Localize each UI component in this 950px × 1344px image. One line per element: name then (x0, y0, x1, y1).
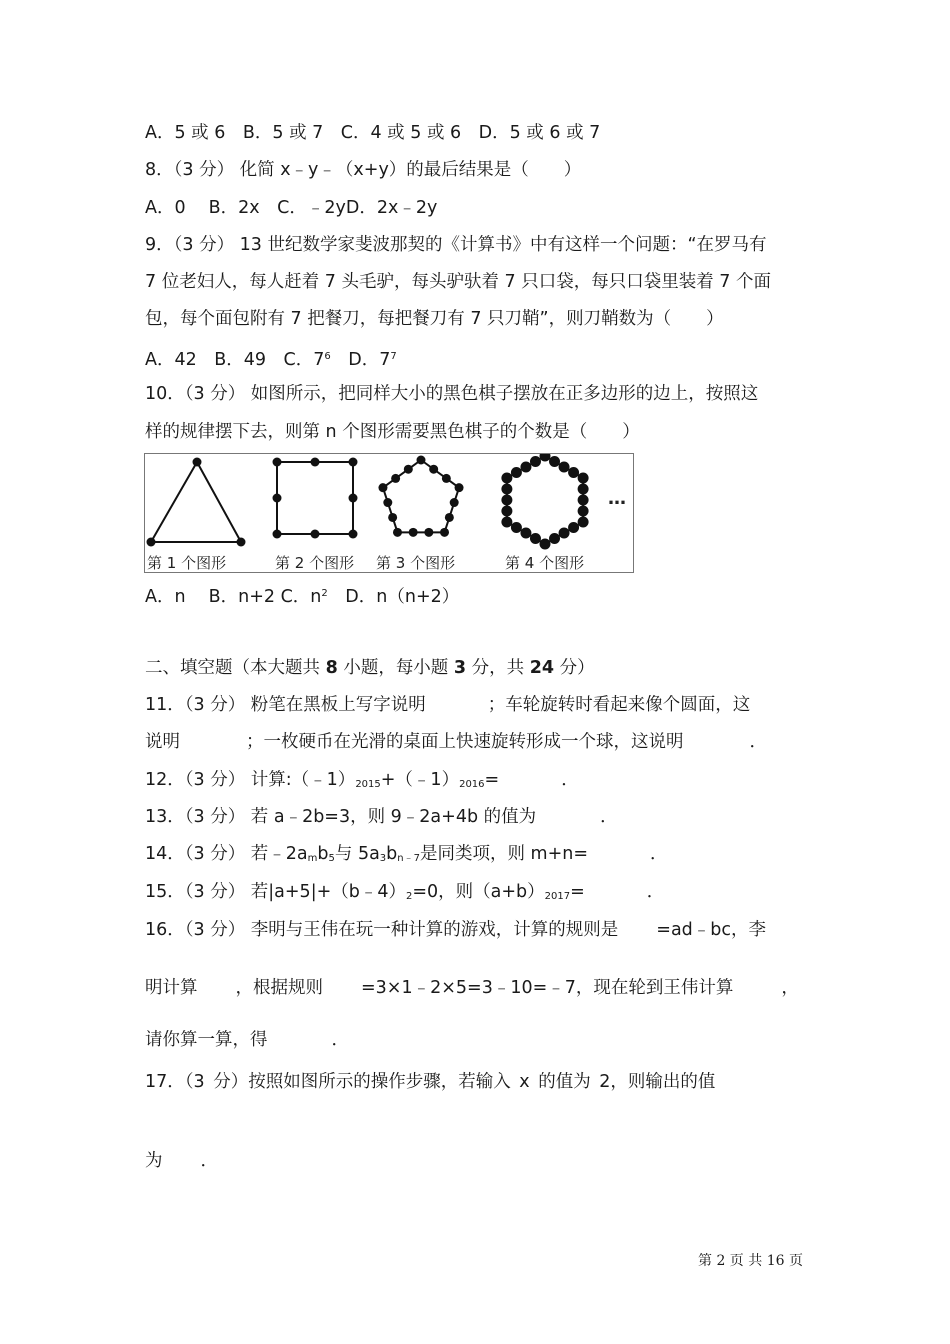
q7-options: A．5 或 6 B．5 或 7 C．4 或 5 或 6 D．5 或 6 或 7 (145, 123, 601, 143)
q10-figure (144, 453, 634, 573)
q12-exponent-1: 2015 (355, 779, 381, 790)
chess-piece (393, 528, 402, 537)
chess-piece (424, 528, 433, 537)
q8-stem: 8．（3 分） 化简 x﹣y﹣（x+y）的最后结果是（ ） (145, 160, 582, 180)
chess-piece (349, 494, 358, 503)
chess-piece (559, 462, 570, 473)
figure-caption-4: 第 4 个图形 (505, 554, 585, 572)
q16-text-3: ，根据规则 (235, 978, 323, 998)
q9-stem-line3: 包，每个面包附有 7 把餐刀，每把餐刀有 7 只刀鞘”，则刀鞘数为（ ） (145, 309, 724, 329)
q14-exp-3: 3 (379, 853, 387, 864)
q9-option-c-exponent: 6 (324, 351, 331, 362)
q14 (145, 841, 668, 872)
q15 (145, 879, 664, 910)
section-2-prefix: 二、填空题（本大题共 (145, 658, 326, 678)
chess-piece (349, 458, 358, 467)
chess-piece (578, 473, 589, 484)
chess-piece (455, 483, 464, 492)
chess-piece (578, 506, 589, 517)
chess-piece (540, 454, 551, 462)
q15-end: ． (646, 882, 665, 902)
q8-options: A．0 B．2x C．﹣2yD．2x﹣2y (145, 198, 438, 218)
chess-piece (559, 528, 570, 539)
q15-text-1: 15．（3 分） 若|a+5|+（b﹣4） (145, 882, 406, 902)
q15-exp-2: 2017 (544, 891, 571, 902)
chess-piece (378, 483, 387, 492)
section-2-mid2: 分，共 (466, 658, 530, 678)
q14-text-4: b (386, 844, 398, 864)
section-2-suffix: 分） (554, 658, 595, 678)
chess-piece (273, 530, 282, 539)
chess-piece (501, 495, 512, 506)
q11-text-4: ；一枚硬币在光滑的桌面上快速旋转形成一个球，这说明 (246, 732, 684, 752)
q11-text-5: ． (749, 732, 767, 752)
q15-exp-1: 2 (406, 891, 413, 902)
chess-piece (511, 522, 522, 533)
chess-piece (429, 465, 438, 474)
chess-piece (404, 465, 413, 474)
figure-caption-3: 第 3 个图形 (376, 554, 456, 572)
q13-end: ． (600, 807, 618, 827)
chess-piece (147, 538, 156, 547)
section-2-mid1: 小题，每小题 (337, 658, 454, 678)
q12 (145, 767, 579, 798)
q14-end: ． (650, 844, 668, 864)
chess-piece (383, 498, 392, 507)
q16-line2 (145, 975, 799, 1001)
section-2-each: 3 (453, 658, 467, 678)
figure-ellipsis: … (608, 488, 626, 509)
chess-piece (520, 528, 531, 539)
q11-line2 (145, 729, 767, 755)
q17-text-2: ． (200, 1151, 218, 1171)
q14-text-5: 是同类项，则 m+n= (419, 844, 589, 864)
chess-piece (520, 462, 531, 473)
page-footer: 第 2 页 共 16 页 (698, 1253, 803, 1269)
chess-piece (549, 456, 560, 467)
chess-piece (445, 513, 454, 522)
chess-piece (540, 539, 551, 550)
section-2-count: 8 (325, 658, 338, 678)
q14-text-1: 14．（3 分） 若﹣2a (145, 844, 308, 864)
q17-line2 (145, 1148, 218, 1174)
q10-stem-line2: 样的规律摆下去，则第 n 个图形需要黑色棋子的个数是（ ） (145, 422, 640, 442)
q16-line1 (145, 917, 766, 943)
chess-piece (440, 528, 449, 537)
q14-exp-2: 5 (328, 853, 335, 864)
q11-line1 (145, 692, 750, 718)
chess-piece (349, 530, 358, 539)
q10-options (145, 581, 459, 610)
q16-text-4: =3×1﹣2×5=3﹣10=﹣7，现在轮到王伟计算 (361, 978, 734, 998)
q17-text-1: 为 (145, 1151, 163, 1171)
q16-rule: =ad﹣bc，李 (656, 920, 767, 940)
chess-piece (273, 458, 282, 467)
section-2-total: 24 (529, 658, 555, 678)
chess-piece (450, 498, 459, 507)
figure-2-polygon (277, 462, 353, 534)
chess-piece (311, 458, 320, 467)
q13-text: 13．（3 分） 若 a﹣2b=3，则 9﹣2a+4b 的值为 (145, 807, 537, 827)
chess-piece (578, 495, 589, 506)
q9-options-ab: A．42 B．49 C．7 (145, 350, 325, 370)
chess-piece (530, 533, 541, 544)
figure-caption-1: 第 1 个图形 (147, 554, 227, 572)
q17-line1: 17．（3 分）按照如图所示的操作步骤，若输入 x 的值为 2，则输出的值 (145, 1072, 716, 1092)
chess-piece (501, 473, 512, 484)
chess-piece (409, 528, 418, 537)
q9-option-d: D．7 (330, 350, 391, 370)
q12-text-1: 12．（3 分） 计算:（﹣1） (145, 770, 356, 790)
q11-text-3: 说明 (145, 732, 180, 752)
q16-text-6: 请你算一算，得 (145, 1030, 268, 1050)
chess-piece (530, 456, 541, 467)
chess-piece (193, 458, 202, 467)
q16-text-1: 16．（3 分） 李明与王伟在玩一种计算的游戏，计算的规则是 (145, 920, 619, 940)
q14-exp-1: m (307, 853, 318, 864)
q16-text-7: ． (331, 1030, 349, 1050)
chess-piece (511, 467, 522, 478)
chess-piece (237, 538, 246, 547)
chess-piece (417, 456, 426, 465)
q14-exp-4: n﹣7 (397, 853, 420, 864)
chess-piece (568, 467, 579, 478)
q11-text-1: 11．（3 分） 粉笔在黑板上写字说明 (145, 695, 426, 715)
q12-exponent-2: 2016 (459, 779, 485, 790)
q10-stem-line1: 10．（3 分） 如图所示，把同样大小的黑色棋子摆放在正多边形的边上，按照这 (145, 384, 759, 404)
chess-piece (501, 506, 512, 517)
q9-stem-line2: 7 位老妇人，每人赶着 7 头毛驴，每头驴驮着 7 只口袋，每只口袋里装着 7 个面 (145, 272, 771, 292)
q15-text-2: =0，则（a+b） (412, 882, 545, 902)
q14-text-2: b (317, 844, 329, 864)
chess-piece (391, 474, 400, 483)
q13 (145, 804, 618, 830)
q10-option-d: D．n（n+2） (327, 587, 460, 607)
chess-piece (273, 494, 282, 503)
q16-text-2: 明计算 (145, 978, 198, 998)
q9-stem-line1: 9．（3 分） 13 世纪数学家斐波那契的《计算书》中有这样一个问题：“在罗马有 (145, 235, 767, 255)
chess-piece (578, 517, 589, 528)
q12-text-3: = (484, 770, 500, 790)
chess-piece (388, 513, 397, 522)
chess-piece (549, 533, 560, 544)
q9-options (145, 344, 397, 373)
q12-text-2: +（﹣1） (380, 770, 460, 790)
q16-text-5: ， (781, 978, 799, 998)
chess-piece (501, 484, 512, 495)
q10-option-c-exponent: 2 (321, 588, 328, 599)
chess-piece (578, 484, 589, 495)
q10-options-abc: A．n B．n+2 C．n (145, 587, 322, 607)
q12-end: ． (561, 770, 579, 790)
figure-caption-2: 第 2 个图形 (275, 554, 355, 572)
section-2-heading (145, 655, 595, 681)
figure-1-polygon (151, 462, 241, 542)
chess-piece (311, 530, 320, 539)
chess-piece (501, 517, 512, 528)
q14-text-3: 与 5a (334, 844, 380, 864)
q15-text-3: = (570, 882, 585, 902)
chess-piece (568, 522, 579, 533)
q11-text-2: ；车轮旋转时看起来像个圆面，这 (487, 695, 751, 715)
q9-option-d-exponent: 7 (390, 351, 397, 362)
q16-line3 (145, 1027, 349, 1053)
chess-piece (442, 474, 451, 483)
